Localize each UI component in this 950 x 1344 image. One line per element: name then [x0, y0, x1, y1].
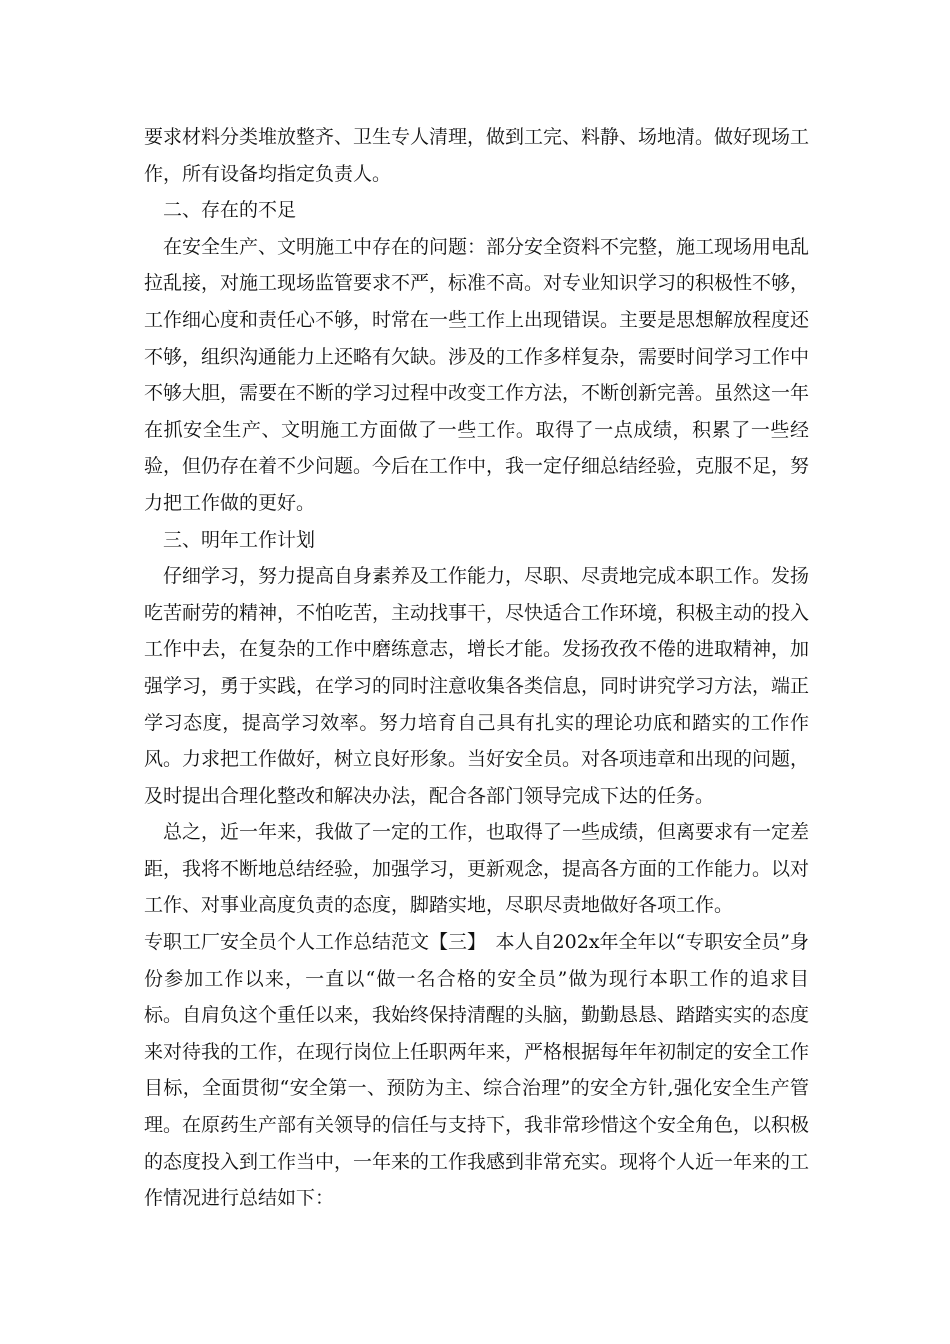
- document-page: [144, 119, 809, 1217]
- section-heading-shortcomings: 二、存在的不足: [163, 199, 297, 222]
- paragraph-sample-three: 专职工厂安全员个人工作总结范文【三】 本人自202x年全年以“专职安全员”身份参加工作以来，一直以“做一名合格的安全员”做为现行本职工作的追求目标。自肩负这个重任以来，我始终保持清醒的头脑，勤勤恳恳、踏踏实实的态度来对待我的工作，在现行岗位上任职两年来，严格根据每年年初制定的安全工作目标，全面贯彻“安全第一、预防为主、综合治理”的安全方针,强化安全生产管理。在原药生产部有关领导的信任与支持下，我非常珍惜这个安全角色，以积极的态度投入到工作当中，一年来的工作我感到非常充实。现将个人近一年来的工作情况进行总结如下：: [144, 931, 810, 1210]
- paragraph-shortcomings: 在安全生产、文明施工中存在的问题：部分安全资料不完整，施工现场用电乱拉乱接，对施工现场监管要求不严，标准不高。对专业知识学习的积极性不够，工作细心度和责任心不够，时常在一些工作上出现错误。主要是思想解放程度还不够，组织沟通能力上还略有欠缺。涉及的工作多样复杂，需要时间学习工作中不够大胆，需要在不断的学习过程中改变工作方法，不断创新完善。虽然这一年在抓安全生产、文明施工方面做了一些工作。取得了一点成绩，积累了一些经验，但仍存在着不少问题。今后在工作中，我一定仔细总结经验，克服不足，努力把工作做的更好。: [144, 235, 810, 514]
- paragraph-site-management: 要求材料分类堆放整齐、卫生专人清理，做到工完、料静、场地清。做好现场工作，所有设备均指定负责人。: [144, 126, 810, 185]
- paragraph-next-year-plan: 仔细学习，努力提高自身素养及工作能力，尽职、尽责地完成本职工作。发扬吃苦耐劳的精神，不怕吃苦，主动找事干，尽快适合工作环境，积极主动的投入工作中去，在复杂的工作中磨练意志，增长才能。发扬孜孜不倦的进取精神，加强学习，勇于实践，在学习的同时注意收集各类信息，同时讲究学习方法，端正学习态度，提高学习效率。努力培育自己具有扎实的理论功底和踏实的工作作风。力求把工作做好，树立良好形象。当好安全员。对各项违章和出现的问题，及时提出合理化整改和解决办法，配合各部门领导完成下达的任务。: [144, 565, 810, 807]
- section-heading-next-year-plan: 三、明年工作计划: [163, 528, 316, 551]
- paragraph-conclusion: 总之，近一年来，我做了一定的工作，也取得了一些成绩，但离要求有一定差距，我将不断地总结经验，加强学习，更新观念，提高各方面的工作能力。以对工作、对事业高度负责的态度，脚踏实地，尽职尽责地做好各项工作。: [144, 821, 810, 917]
